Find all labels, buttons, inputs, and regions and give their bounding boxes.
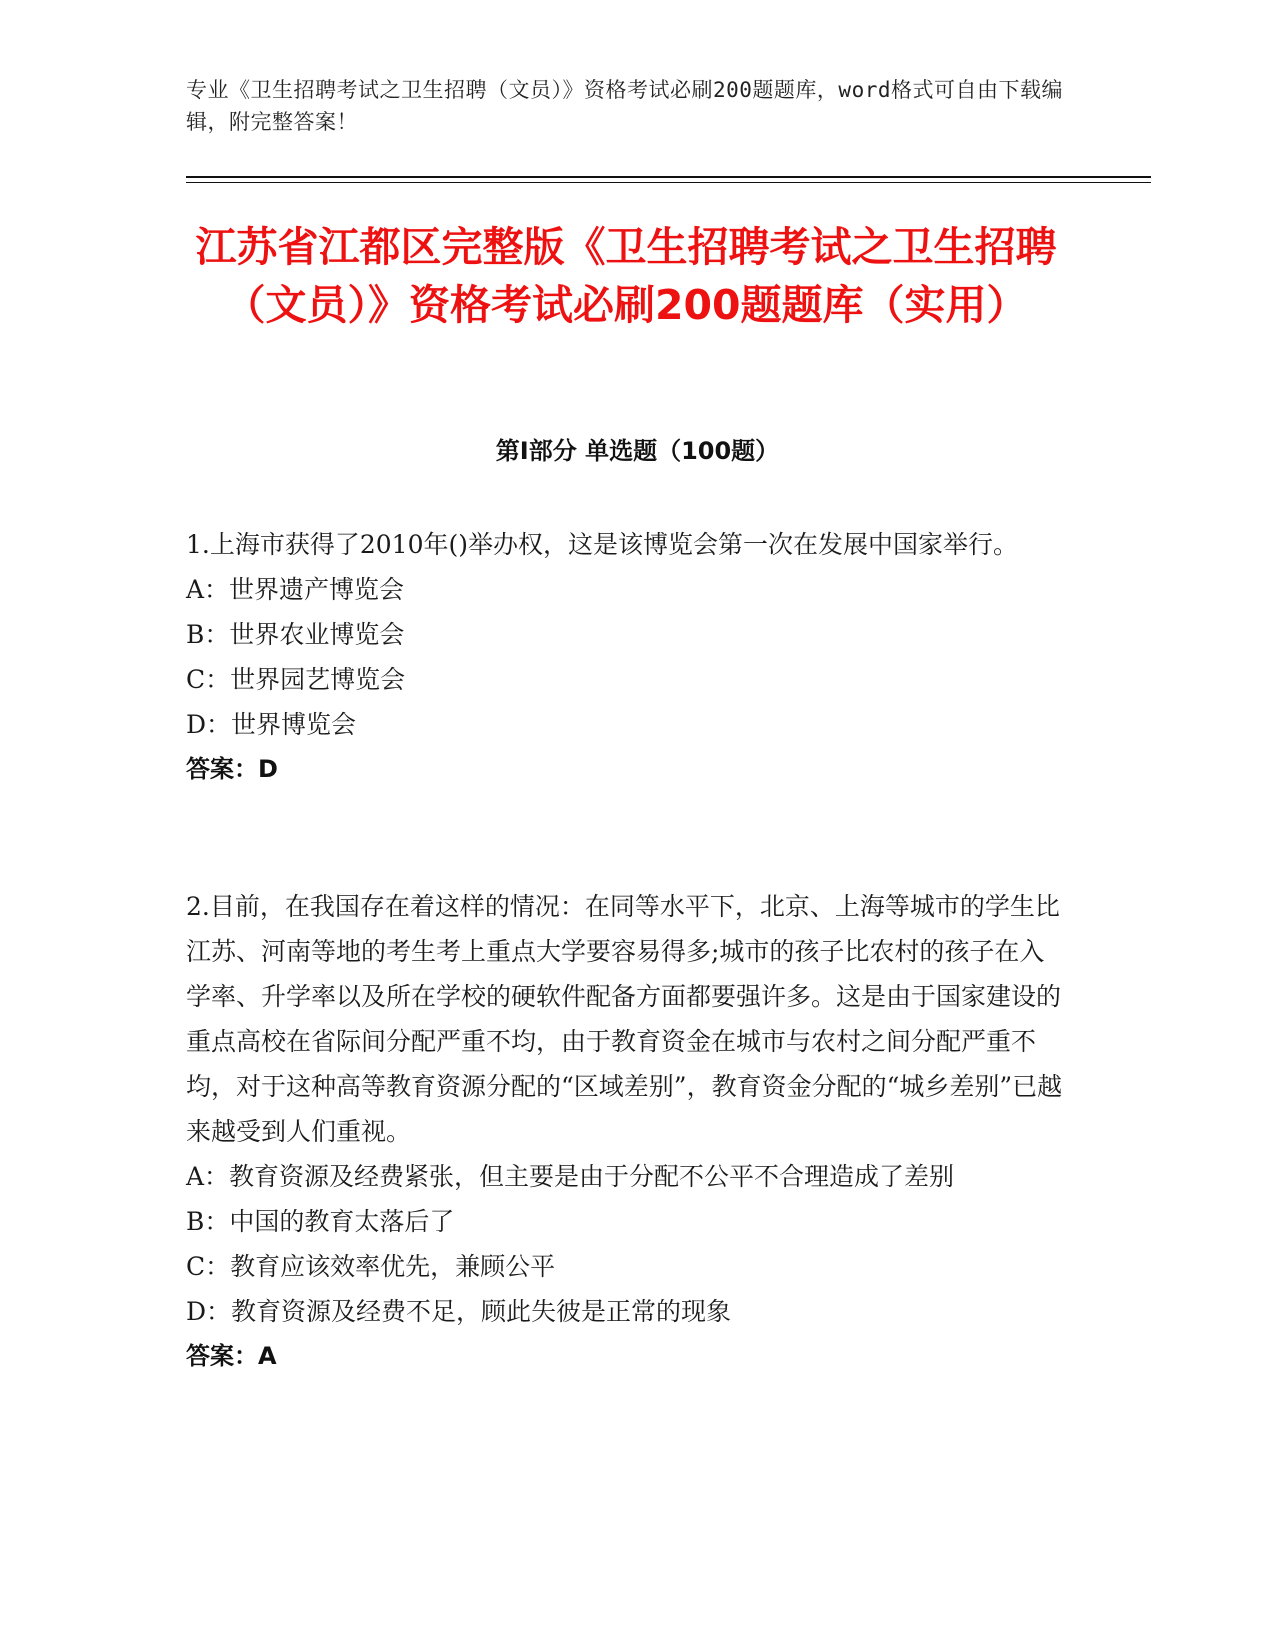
answer: 答案：A — [186, 1342, 277, 1370]
question-1 — [186, 522, 1066, 792]
header-note: 专业《卫生招聘考试之卫生招聘（文员）》资格考试必刷200题题库，word格式可自由下载编辑，附完整答案！ — [186, 78, 1063, 134]
question-stem: 1.上海市获得了2010年()举办权，这是该博览会第一次在发展中国家举行。 — [186, 530, 1018, 559]
header-divider-thin — [186, 182, 1151, 183]
section-heading: 第I部分 单选题（100题） — [495, 437, 780, 465]
option-d: D：教育资源及经费不足，顾此失彼是正常的现象 — [186, 1297, 732, 1326]
option-c: C：世界园艺博览会 — [186, 665, 406, 694]
option-d: D：世界博览会 — [186, 710, 357, 739]
option-b: B：世界农业博览会 — [186, 620, 405, 649]
document-title: 江苏省江都区完整版《卫生招聘考试之卫生招聘（文员）》资格考试必刷200题题库（实用） — [195, 223, 1057, 329]
option-b: B：中国的教育太落后了 — [186, 1207, 455, 1236]
question-2 — [186, 884, 1066, 1379]
header-divider-thick — [186, 176, 1151, 178]
answer: 答案：D — [186, 755, 278, 783]
option-c: C：教育应该效率优先，兼顾公平 — [186, 1252, 556, 1281]
option-a: A：世界遗产博览会 — [186, 575, 405, 604]
option-a: A：教育资源及经费紧张，但主要是由于分配不公平不合理造成了差别 — [186, 1162, 955, 1191]
question-stem: 2.目前，在我国存在着这样的情况：在同等水平下，北京、上海等城市的学生比江苏、河南等地的考生考上重点大学要容易得多;城市的孩子比农村的孩子在入学率、升学率以及所在学校的硬软件配备方面都要强许多。这是由于国家建设的重点高校在省际间分配严重不均，由于教育资金在城市与农村之间分配严重不均，对于这种高等教育资源分配的“区域差别”，教育资金分配的“城乡差别”已越来越受到人们重视。 — [186, 892, 1063, 1146]
